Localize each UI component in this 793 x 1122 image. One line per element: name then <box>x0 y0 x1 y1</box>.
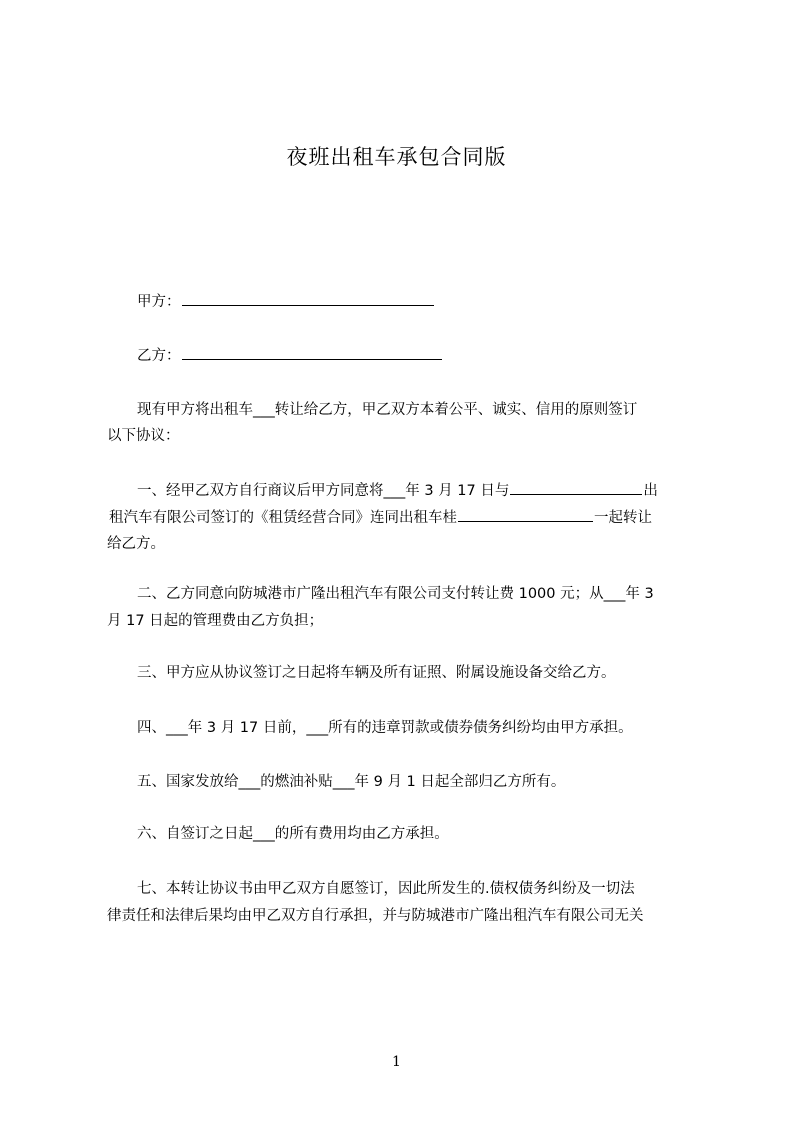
party-b-blank <box>182 345 442 360</box>
clause-1-text-b: 出 <box>643 483 658 499</box>
document-title: 夜班出租车承包合同版 <box>286 145 507 169</box>
clause-3: 三、甲方应从协议签订之日起将车辆及所有证照、附属设施设备交给乙方。 <box>137 665 616 681</box>
clause-2-line-1: 二、乙方同意向防城港市广隆出租汽车有限公司支付转让费 1000 元；从___年 3 <box>137 586 654 602</box>
clause-2-line-2: 月 17 日起的管理费由乙方负担； <box>107 613 324 629</box>
clause-7-line-1: 七、本转让协议书由甲乙双方自愿签订，因此所发生的.债权债务纠纷及一切法 <box>137 881 635 897</box>
party-a-line <box>137 291 435 312</box>
intro-line-1: 现有甲方将出租车___转让给乙方，甲乙双方本着公平、诚实、信用的原则签订 <box>137 402 638 418</box>
company-blank <box>510 480 642 495</box>
clause-6: 六、自签订之日起___的所有费用均由乙方承担。 <box>137 826 449 842</box>
party-b-line <box>137 345 443 366</box>
intro-line-2: 以下协议： <box>107 428 180 444</box>
party-a-label: 甲方： <box>137 294 181 310</box>
clause-1-text-c: 租汽车有限公司签订的《租赁经营合同》连同出租车桂 <box>109 510 457 526</box>
clause-7-line-2: 律责任和法律后果均由甲乙双方自行承担，并与防城港市广隆出租汽车有限公司无关 <box>107 908 644 924</box>
party-a-blank <box>182 291 434 306</box>
clause-5: 五、国家发放给___的燃油补贴___年 9 月 1 日起全部归乙方所有。 <box>137 774 566 790</box>
clause-1-text-d: 一起转让 <box>594 510 652 526</box>
clause-1-text-a: 一、经甲乙双方自行商议后甲方同意将___年 3 月 17 日与 <box>137 483 510 499</box>
clause-4: 四、___年 3 月 17 日前，___所有的违章罚款或债券债务纠纷均由甲方承担。 <box>137 720 633 736</box>
clause-1-line-3: 给乙方。 <box>107 536 165 552</box>
party-b-label: 乙方： <box>137 348 181 364</box>
clause-1-line-2 <box>109 507 652 528</box>
clause-1-line-1 <box>137 480 658 501</box>
plate-blank <box>458 507 593 522</box>
page-number: 1 <box>392 1054 401 1070</box>
